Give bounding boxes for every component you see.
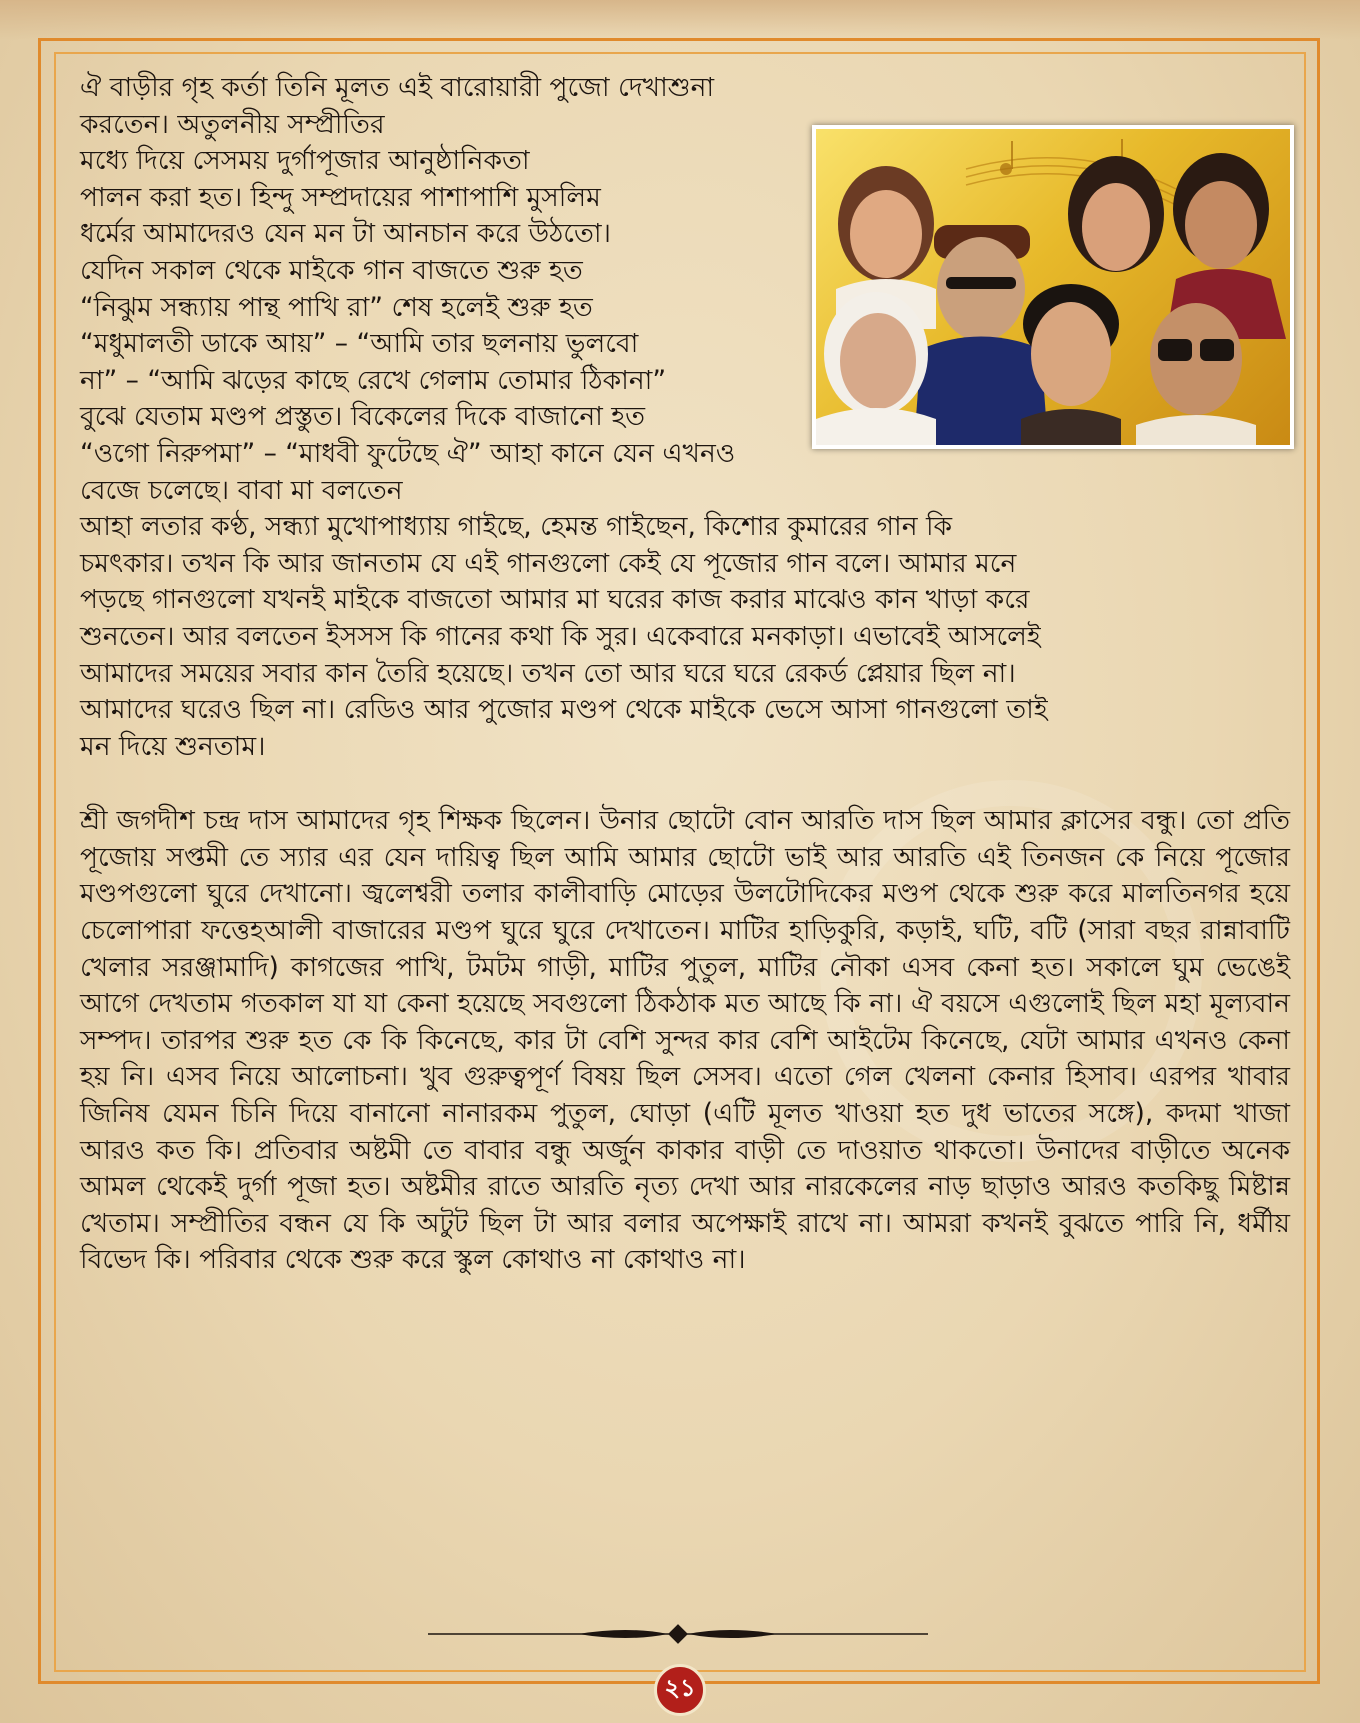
paragraph-1-line: পড়ছে গানগুলো যখনই মাইকে বাজতো আমার মা ঘরের কাজ করার মাঝেও কান খাড়া করে [80,584,1030,616]
divider-ornament [428,1622,928,1646]
article-content [80,70,1290,1279]
paragraph-1-line: শুনতেন। আর বলতেন ইসসস কি গানের কথা কি সুর। একেবারে মনকাড়া। এভাবেই আসলেই [80,620,1041,652]
paragraph-1-line: আহা লতার কণ্ঠ, সন্ধ্যা মুখোপাধ্যায় গাইছে, হেমন্ত গাইছেন, কিশোর কুমারের গান কি [80,511,953,543]
paragraph-1-line: বুঝে যেতাম মণ্ডপ প্রস্তুত। বিকেলের দিকে বাজানো হত [80,401,646,433]
paragraph-gap [80,765,1290,803]
paragraph-2: শ্রী জগদীশ চন্দ্র দাস আমাদের গৃহ শিক্ষক ছিলেন। উনার ছোটো বোন আরতি দাস ছিল আমার ক্লাসের বন্ধু। তো প্রতি পূজোয় সপ্তমী তে স্যার এর যেন দায়িত্ব ছিল আমি আমার ছোটো ভাই আর আরতি এই তিনজন কে নিয়ে পূজোর মণ্ডপগুলো ঘুরে দেখানো। জ্বলেশ্বরী তলার কালীবাড়ি মোড়ের উলটোদিকের মণ্ডপ থেকে শুরু করে মালতিনগর হয়ে চেলোপারা ফত্তেহআলী বাজারের মণ্ডপ ঘুরে ঘুরে দেখাতেন। মাটির হাড়িকুরি, কড়াই, ঘটি, বটি (সারা বছর রান্নাবাটি খেলার সরঞ্জামাদি) কাগজের পাখি, টমটম গাড়ী, মাটির পুতুল, মাটির নৌকা এসব কেনা হত। সকালে ঘুম ভেঙেই আগে দেখতাম গতকাল যা যা কেনা হয়েছে সবগুলো ঠিকঠাক মত আছে কি না। ঐ বয়সে এগুলোই ছিল মহা মূল্যবান সম্পদ। তারপর শুরু হত কে কি কিনেছে, কার টা বেশি সুন্দর কার বেশি আইটেম কিনেছে, যেটা আমার এখনও কেনা হয় নি। এসব নিয়ে আলোচনা। খুব গুরুত্বপূর্ণ বিষয় ছিল সেসব। এতো গেল খেলনা কেনার হিসাব। এরপর খাবার জিনিষ যেমন চিনি দিয়ে বানানো নানারকম পুতুল, ঘোড়া (এটি মূলত খাওয়া হত দুধ ভাতের সঙ্গে), কদমা খাজা আরও কত কি। প্রতিবার অষ্টমী তে বাবার বন্ধু অর্জুন কাকার বাড়ী তে দাওয়াত থাকতো। উনাদের বাড়ীতে অনেক আমল থেকেই দুর্গা পূজা হত। অষ্টমীর রাতে আরতি নৃত্য দেখা আর নারকেলের নাড় ছাড়াও আরও কতকিছু মিষ্টান্ন খেতাম। সম্প্রীতির বন্ধন যে কি অটুট ছিল টা আর বলার অপেক্ষাই রাখে না। আমরা কখনই বুঝতে পারি নি, ধর্মীয় বিভেদ কি। পরিবার থেকে শুরু করে স্কুল কোথাও না কোথাও না। [80,805,1290,1276]
paragraph-1-line: আমাদের ঘরেও ছিল না। রেডিও আর পুজোর মণ্ডপ থেকে মাইকে ভেসে আসা গানগুলো তাই [80,694,1048,726]
paragraph-1-line: পালন করা হত। হিন্দু সম্প্রদায়ের পাশাপাশি মুসলিম [80,181,601,213]
paragraph-1-line: না” – “আমি ঝড়ের কাছে রেখে গেলাম তোমার ঠিকানা” [80,364,667,396]
paragraph-1-line: আমাদের সময়ের সবার কান তৈরি হয়েছে। তখন তো আর ঘরে ঘরে রেকর্ড প্লেয়ার ছিল না। [80,657,1016,689]
paragraph-1-line: মধ্যে দিয়ে সেসময় দুর্গাপূজার আনুষ্ঠানিকতা [80,145,530,177]
paragraph-1-line: ঐ বাড়ীর গৃহ কর্তা তিনি মূলত এই বারোয়ারী পুজো দেখাশুনা করতেন। অতুলনীয় সম্প্রীতির [80,72,715,140]
paragraph-1-line: “নিঝুম সন্ধ্যায় পান্থ পাখি রা” শেষ হলেই শুরু হত [80,291,593,323]
top-decorative-band [0,0,1360,40]
paragraph-1-line: যেদিন সকাল থেকে মাইকে গান বাজতে শুরু হত [80,254,583,286]
paragraph-1-line: মন দিয়ে শুনতাম। [80,730,266,762]
page-number-badge: ২১ [654,1664,706,1716]
paragraph-1-line: চমৎকার। তখন কি আর জানতাম যে এই গানগুলো কেই যে পূজোর গান বলে। আমার মনে [80,547,1017,579]
paragraph-1-line: “মধুমালতী ডাকে আয়” – “আমি তার ছলনায় ভুলবো [80,328,639,360]
singers-collage-photo [812,125,1294,449]
paragraph-1-line: “ওগো নিরুপমা” – “মাধবী ফুটেছে ঐ” আহা কানে যেন এখনও বেজে চলেছে। বাবা মা বলতেন [80,437,736,506]
paragraph-1-line: ধর্মের আমাদেরও যেন মন টা আনচান করে উঠতো। [80,218,612,250]
